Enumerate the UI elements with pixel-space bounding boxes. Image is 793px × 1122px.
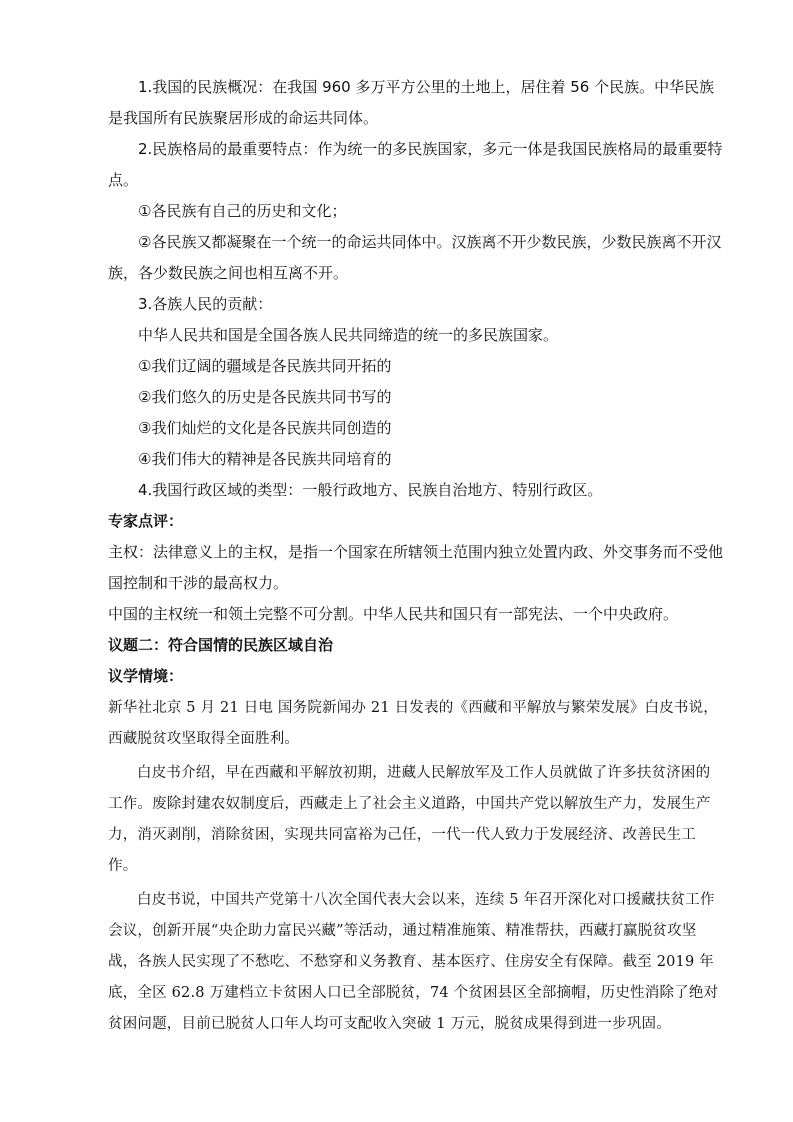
item-2-text: 2.民族格局的最重要特点：作为统一的多民族国家，多元一体是我国民族格局的最重要特点。: [108, 140, 723, 189]
item-3-heading: 3.各族人民的贡献：: [138, 295, 273, 313]
situation-heading: 议学情境：: [108, 667, 184, 685]
item-2-point-b: ②各民族又都凝聚在一个统一的命运共同体中。汉族离不开少数民族，少数民族离不开汉族，各少数民族之间也相互离不开。: [108, 233, 722, 282]
situation-paragraph-1: 新华社北京 5 月 21 日电 国务院新闻办 21 日发表的《西藏和平解放与繁荣发展》白皮书说，西藏脱贫攻坚取得全面胜利。: [108, 700, 718, 747]
expert-comment-paragraph-1: 主权：法律意义上的主权，是指一个国家在所辖领土范围内独立处置内政、外交事务而不受他国控制和干涉的最高权力。: [108, 543, 724, 592]
item-3-point-c: ③我们灿烂的文化是各民族共同创造的: [138, 419, 392, 437]
item-1-text: 1.我国的民族概况：在我国 960 多万平方公里的土地上，居住着 56 个民族。中华民族是我国所有民族聚居形成的命运共同体。: [108, 78, 715, 127]
expert-comment-paragraph-2: 中国的主权统一和领土完整不可分割。中华人民共和国只有一部宪法、一个中央政府。: [108, 605, 679, 623]
item-3-point-d: ④我们伟大的精神是各民族共同培育的: [138, 450, 392, 468]
item-3-point-b: ②我们悠久的历史是各民族共同书写的: [138, 388, 392, 406]
item-2-point-a: ①各民族有自己的历史和文化；: [138, 202, 347, 220]
situation-paragraph-3: 白皮书说，中国共产党第十八次全国代表大会以来，连续 5 年召开深化对口援藏扶贫工作会议，创新开展“央企助力富民兴藏”等活动，通过精准施策、精准帮扶，西藏打赢脱贫攻坚战，各族人民实现了不愁吃、不愁穿和义务教育、基本医疗、住房安全有保障。截至 2019 年底，全区 62.8 万建档立卡贫困人口已全部脱贫，74 个贫困县区全部摘帽，历史性消除了绝对贫困问题，目前已脱贫人口年人均可支配收入突破 1 万元，脱贫成果得到进一步巩固。: [108, 892, 719, 1032]
item-3-intro: 中华人民共和国是全国各族人民共同缔造的统一的多民族国家。: [138, 326, 559, 344]
topic-2-heading: 议题二：符合国情的民族区域自治: [108, 636, 334, 654]
item-3-point-a: ①我们辽阔的疆域是各民族共同开拓的: [138, 357, 392, 375]
situation-paragraph-2: 白皮书介绍，早在西藏和平解放初期，进藏人民解放军及工作人员就做了许多扶贫济困的工作。废除封建农奴制度后，西藏走上了社会主义道路，中国共产党以解放生产力，发展生产力，消灭剥削，消除贫困，实现共同富裕为己任，一代一代人致力于发展经济、改善民生工作。: [108, 765, 711, 874]
item-4-text: 4.我国行政区域的类型：一般行政地方、民族自治地方、特别行政区。: [138, 481, 603, 499]
expert-comment-heading: 专家点评：: [108, 512, 184, 530]
